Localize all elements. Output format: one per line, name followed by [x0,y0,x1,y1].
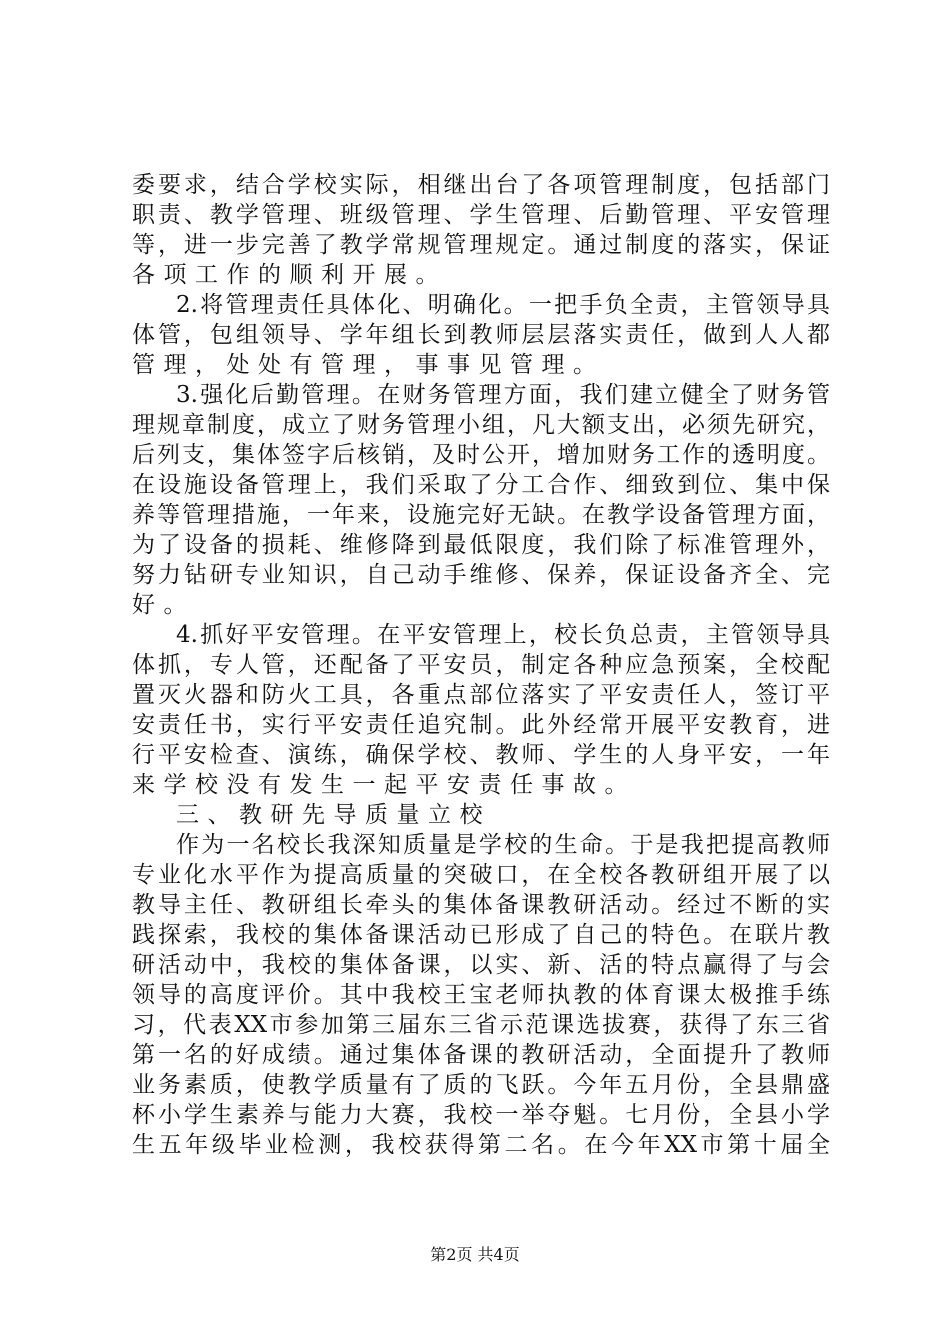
text-line: 体抓，专人管，还配备了平安员，制定各种应急预案，全校配 [132,652,830,678]
text-line: 生五年级毕业检测，我校获得第二名。在今年XX市第十届全 [132,1132,830,1158]
text-line: 置灭火器和防火工具，各重点部位落实了平安责任人，签订平 [132,682,830,708]
text-line: 职责、教学管理、班级管理、学生管理、后勤管理、平安管理 [132,202,830,228]
text-line: 好。 [132,592,195,618]
text-line: 教导主任、教研组长牵头的集体备课教研活动。经过不断的实 [132,892,830,918]
text-line: 管理，处处有管理，事事见管理。 [132,352,605,378]
text-line: 来学校没有发生一起平安责任事故。 [132,772,636,798]
text-line: 研活动中，我校的集体备课，以实、新、活的特点赢得了与会 [132,952,830,978]
text-line: 委要求，结合学校实际，相继出台了各项管理制度，包括部门 [132,172,830,198]
text-line: 第一名的好成绩。通过集体备课的教研活动，全面提升了教师 [132,1042,830,1068]
text-line: 3.强化后勤管理。在财务管理方面，我们建立健全了财务管 [176,382,830,408]
text-line: 习，代表XX市参加第三届东三省示范课选拔赛，获得了东三省 [132,1012,830,1038]
text-line: 践探索，我校的集体备课活动已形成了自己的特色。在联片教 [132,922,830,948]
text-line: 各项工作的顺利开展。 [132,262,447,288]
text-line: 作为一名校长我深知质量是学校的生命。于是我把提高教师 [176,832,830,858]
text-line: 领导的高度评价。其中我校王宝老师执教的体育课太极推手练 [132,982,830,1008]
text-line: 后列支，集体签字后核销，及时公开，增加财务工作的透明度。 [132,442,830,468]
text-line: 杯小学生素养与能力大赛，我校一举夺魁。七月份，全县小学 [132,1102,830,1128]
text-line: 为了设备的损耗、维修降到最低限度，我们除了标准管理外， [132,532,830,558]
text-line: 行平安检查、演练，确保学校、教师、学生的人身平安，一年 [132,742,830,768]
text-line: 等，进一步完善了教学常规管理规定。通过制度的落实，保证 [132,232,830,258]
text-line: 体管，包组领导、学年组长到教师层层落实责任，做到人人都 [132,322,830,348]
text-line: 4.抓好平安管理。在平安管理上，校长负总责，主管领导具 [176,622,830,648]
page-footer: 第2页 共4页 [430,1245,520,1264]
document-body [132,170,830,1160]
text-line: 业务素质，使教学质量有了质的飞跃。今年五月份，全县鼎盛 [132,1072,830,1098]
text-line: 安责任书，实行平安责任追究制。此外经常开展平安教育，进 [132,712,830,738]
text-line: 专业化水平作为提高质量的突破口，在全校各教研组开展了以 [132,862,830,888]
text-line: 养等管理措施，一年来，设施完好无缺。在教学设备管理方面， [132,502,830,528]
text-line: 努力钻研专业知识，自己动手维修、保养，保证设备齐全、完 [132,562,830,588]
text-line: 2.将管理责任具体化、明确化。一把手负全责，主管领导具 [176,292,830,318]
text-line: 在设施设备管理上，我们采取了分工合作、细致到位、集中保 [132,472,830,498]
text-line: 理规章制度，成立了财务管理小组，凡大额支出，必须先研究， [132,412,830,438]
text-line: 三、教研先导质量立校 [176,802,491,828]
